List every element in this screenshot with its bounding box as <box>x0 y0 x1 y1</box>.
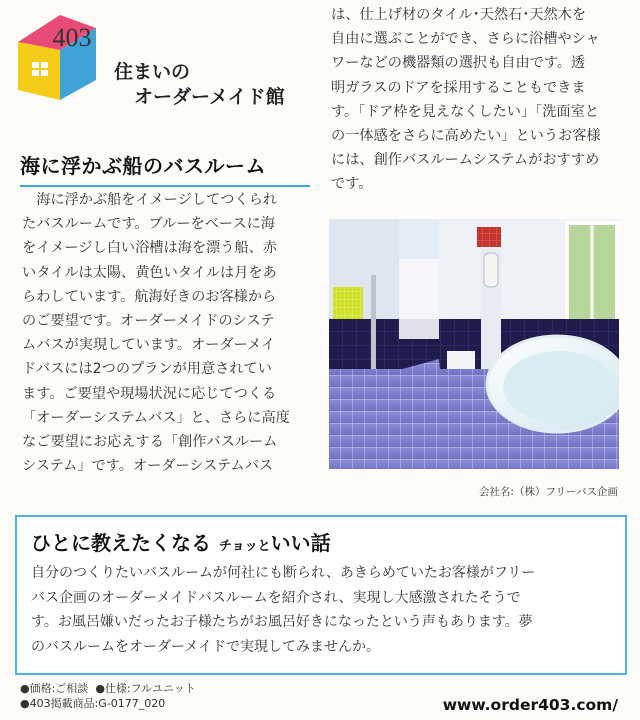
body-line: らわしています。航海好きのお客様から <box>22 288 277 305</box>
body-line: は、仕上げ材のタイル･天然石･天然木を <box>331 7 587 23</box>
body-line: 自由に選ぶことができ、さらに浴槽やシャ <box>331 31 600 48</box>
body-line: す。「ドア枠を見えなくしたい」「洗面室と <box>331 103 599 120</box>
article-body-left <box>22 188 312 478</box>
body-line: 明ガラスのドアを採用することもできま <box>331 79 586 96</box>
body-line: をイメージし白い浴槽は海を漂う船、赤 <box>22 240 277 257</box>
tip-line: す。お風呂嫌いだったお子様たちがお風呂好きになったという声もあります。夢 <box>31 614 533 630</box>
photo-red-tiles <box>477 227 501 247</box>
tip-title-small: チョッと <box>219 539 271 554</box>
tip-line: バス企画のオーダーメイドバスルームを紹介され、実現し大感激されたそうで <box>31 589 521 606</box>
body-line: です。 <box>331 176 373 193</box>
logo-403-house <box>10 10 120 110</box>
body-line: ワーなどの機器類の選択も自由です。透 <box>331 55 586 72</box>
body-line: いタイルは太陽、黄色いタイルは月をあ <box>22 264 277 281</box>
photo-credit: 会社名:（株）フリーバス企画 <box>478 486 618 498</box>
tip-line: 自分のつくりたいバスルームが何社にも断られ、あきらめていたお客様がフリー <box>31 565 536 581</box>
body-line: 海に浮かぶ船をイメージしてつくられ <box>22 192 277 208</box>
product-info <box>20 681 196 711</box>
series-title-line1: 住まいの <box>114 61 191 83</box>
spec-info: ●仕様:フルユニット <box>95 682 196 695</box>
body-line: ムバスが実現しています。オーダーメイ <box>22 337 276 354</box>
body-line: のご要望です。オーダーメイドのシステ <box>22 313 275 330</box>
body-line: システム」です。オーダーシステムバス <box>22 458 274 475</box>
body-line: の一体感をさらに高めたい」というお客様 <box>331 128 601 145</box>
bathroom-photo <box>329 219 619 469</box>
tip-box <box>15 515 627 675</box>
tip-title-big: いい話 <box>270 531 331 555</box>
article-headline: 海に浮かぶ船のバスルーム <box>20 150 310 187</box>
body-line: ます。ご要望や現場状況に応じてつくる <box>22 385 277 402</box>
body-line: なご要望にお応えする「創作バスルーム <box>22 434 278 451</box>
tip-title-main: ひとに教えたくなる <box>31 531 211 555</box>
website-url[interactable]: www.order403.com/ <box>442 696 618 714</box>
body-line: 「オーダーシステムバス」と、さらに高度 <box>22 409 290 426</box>
product-code: ●403掲載商品:G-0177_020 <box>20 697 166 710</box>
logo-number: 403 <box>52 23 92 52</box>
article-body-right <box>331 3 621 197</box>
body-line: たバスルームです。ブルーをベースに海 <box>22 216 275 233</box>
body-line: には、創作バスルームシステムがおすすめ <box>331 152 600 169</box>
series-title <box>112 60 312 110</box>
tip-line: のバスルームをオーダーメイドで実現してみませんか。 <box>31 638 381 655</box>
tip-box-title <box>31 527 331 556</box>
price-info: ●価格:ご相談 <box>20 682 89 695</box>
body-line: ドバスには2つのプランが用意されてい <box>22 361 272 378</box>
series-title-line2: オーダーメイド館 <box>134 86 285 108</box>
tip-box-text <box>31 561 611 659</box>
